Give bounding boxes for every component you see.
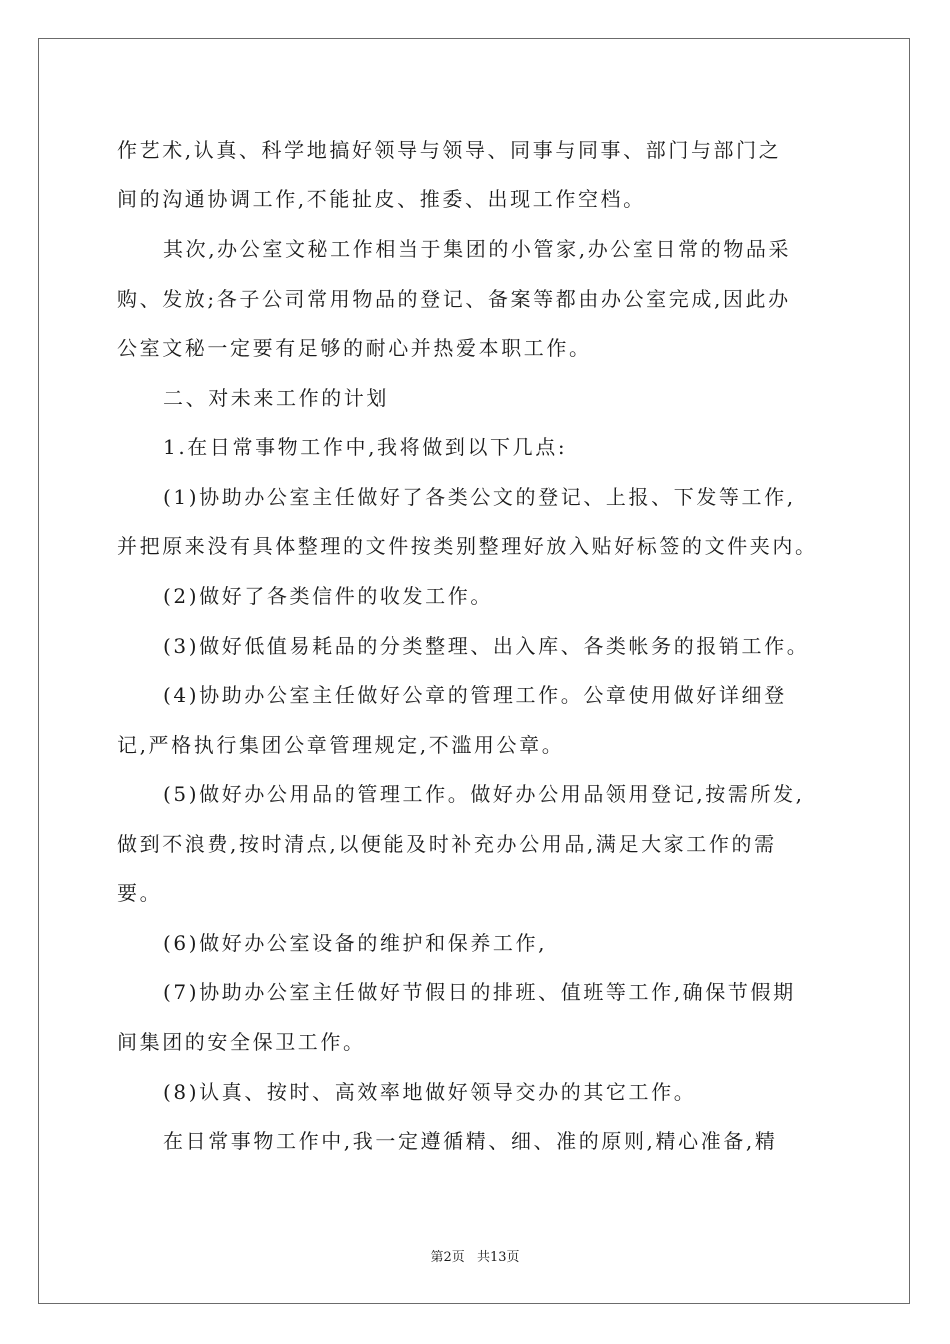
text-line: 记,严格执行集团公章管理规定,不滥用公章。 [117,733,565,757]
text-line: 其次,办公室文秘工作相当于集团的小管家,办公室日常的物品采 [163,237,792,261]
text-line: 购、发放;各子公司常用物品的登记、备案等都由办公室完成,因此办 [117,287,791,311]
text-line: 间集团的安全保卫工作。 [117,1030,366,1054]
text-line: 要。 [117,881,163,905]
page-number-total: 共13页 [476,1250,520,1265]
text-line: 公室文秘一定要有足够的耐心并热爱本职工作。 [117,336,592,360]
text-line: 做到不浪费,按时清点,以便能及时补充办公用品,满足大家工作的需 [117,832,777,856]
page-number-current: 第2页 [430,1250,465,1265]
text-line: 间的沟通协调工作,不能扯皮、推委、出现工作空档。 [117,187,646,211]
section-heading: 二、对未来工作的计划 [163,386,389,410]
page-footer [0,1246,950,1265]
text-line: (4)协助办公室主任做好公章的管理工作。公章使用做好详细登 [163,683,787,707]
text-line: 作艺术,认真、科学地搞好领导与领导、同事与同事、部门与部门之 [117,138,782,162]
text-line: (5)做好办公用品的管理工作。做好办公用品领用登记,按需所发, [163,782,805,806]
text-line: (7)协助办公室主任做好节假日的排班、值班等工作,确保节假期 [163,980,796,1004]
text-line: 1.在日常事物工作中,我将做到以下几点: [163,435,568,459]
text-line: (3)做好低值易耗品的分类整理、出入库、各类帐务的报销工作。 [163,634,810,658]
text-line: 并把原来没有具体整理的文件按类别整理好放入贴好标签的文件夹内。 [117,534,818,558]
text-line: (6)做好办公室设备的维护和保养工作, [163,931,548,955]
text-line: (1)协助办公室主任做好了各类公文的登记、上报、下发等工作, [163,485,796,509]
text-line: 在日常事物工作中,我一定遵循精、细、准的原则,精心准备,精 [163,1129,778,1153]
text-line: (8)认真、按时、高效率地做好领导交办的其它工作。 [163,1080,697,1104]
text-line: (2)做好了各类信件的收发工作。 [163,584,493,608]
